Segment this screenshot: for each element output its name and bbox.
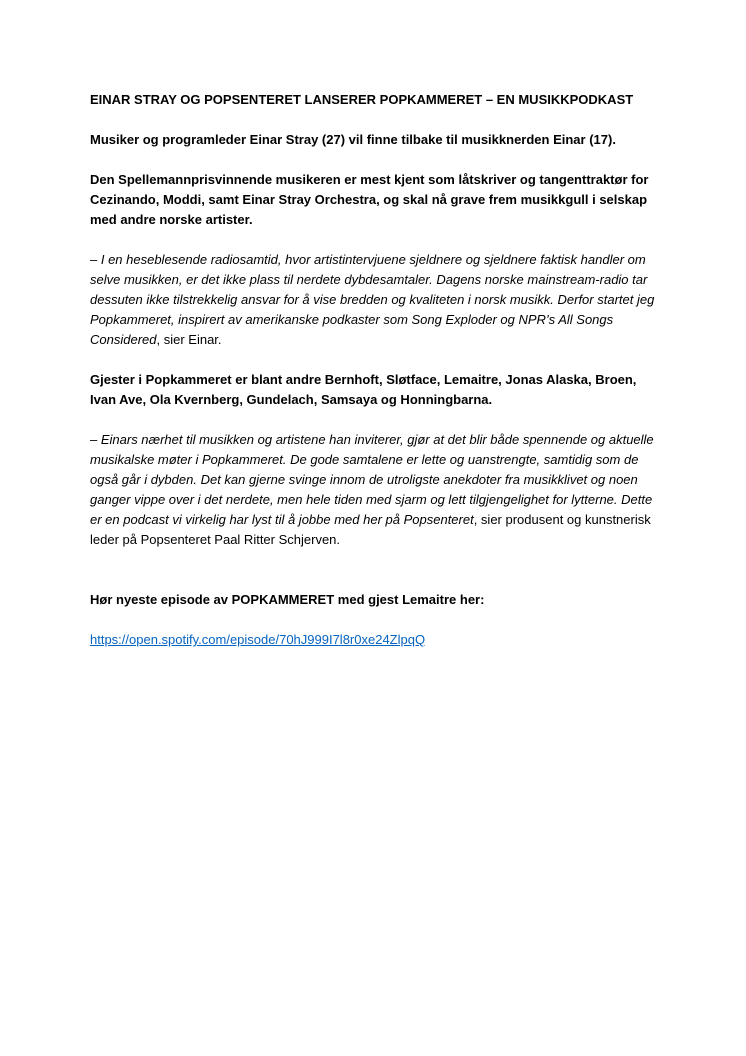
quote-einar-text: – I en heseblesende radiosamtid, hvor artistintervjuene sjeldnere og sjeldnere faktisk handler om selve musikken, er det ikke plass til nerdete dybdesamtaler. Dagens norske mainstream-radio tar dessuten ikke tilstrekkelig ansvar for å vise bredden og kvaliteten i norsk musikk. Derfor startet jeg Popkammeret, inspirert av amerikanske podkaster som Song Exploder og NPR’s All Songs Considered — [90, 252, 655, 347]
quote-paal-text: – Einars nærhet til musikken og artistene han inviterer, gjør at det blir både spennende og aktuelle musikalske møter i Popkammeret. De gode samtalene er lette og uanstrengte, samtidig som de også går i dybden. Det kan gjerne svinge innom de utroligste anekdoter fra musikklivet og noen ganger vippe over i det nerdete, men hele tiden med sjarm og lett tilgjengelighet for lytterne. Dette er en podcast vi virkelig har lyst til å jobbe med her på Popsenteret — [90, 432, 654, 527]
document-title: EINAR STRAY OG POPSENTERET LANSERER POPKAMMERET – EN MUSIKKPODKAST — [90, 92, 634, 107]
quote-paal-attribution: , sier produsent og kunstnerisk leder på Popsenteret Paal Ritter Schjerven. — [90, 512, 651, 547]
lead-paragraph: Musiker og programleder Einar Stray (27) vil finne tilbake til musikknerden Einar (17). — [90, 132, 616, 147]
quote-einar-paragraph — [90, 250, 657, 350]
quote-einar-attribution: , sier Einar. — [156, 332, 222, 347]
about-paragraph: Den Spellemannprisvinnende musikeren er mest kjent som låtskriver og tangenttraktør for Cezinando, Moddi, samt Einar Stray Orchestra, og skal nå grave frem musikkgull i selskap med andre norske artister. — [90, 172, 649, 227]
spotify-episode-link[interactable]: https://open.spotify.com/episode/70hJ999I7l8r0xe24ZlpqQ — [90, 632, 426, 647]
link-line — [90, 630, 657, 650]
quote-paal-paragraph — [90, 430, 657, 550]
guests-paragraph: Gjester i Popkammeret er blant andre Bernhoft, Sløtface, Lemaitre, Jonas Alaska, Broen, Ivan Ave, Ola Kvernberg, Gundelach, Samsaya og Honningbarna. — [90, 372, 637, 407]
cta-heading: Hør nyeste episode av POPKAMMERET med gjest Lemaitre her: — [90, 592, 485, 607]
